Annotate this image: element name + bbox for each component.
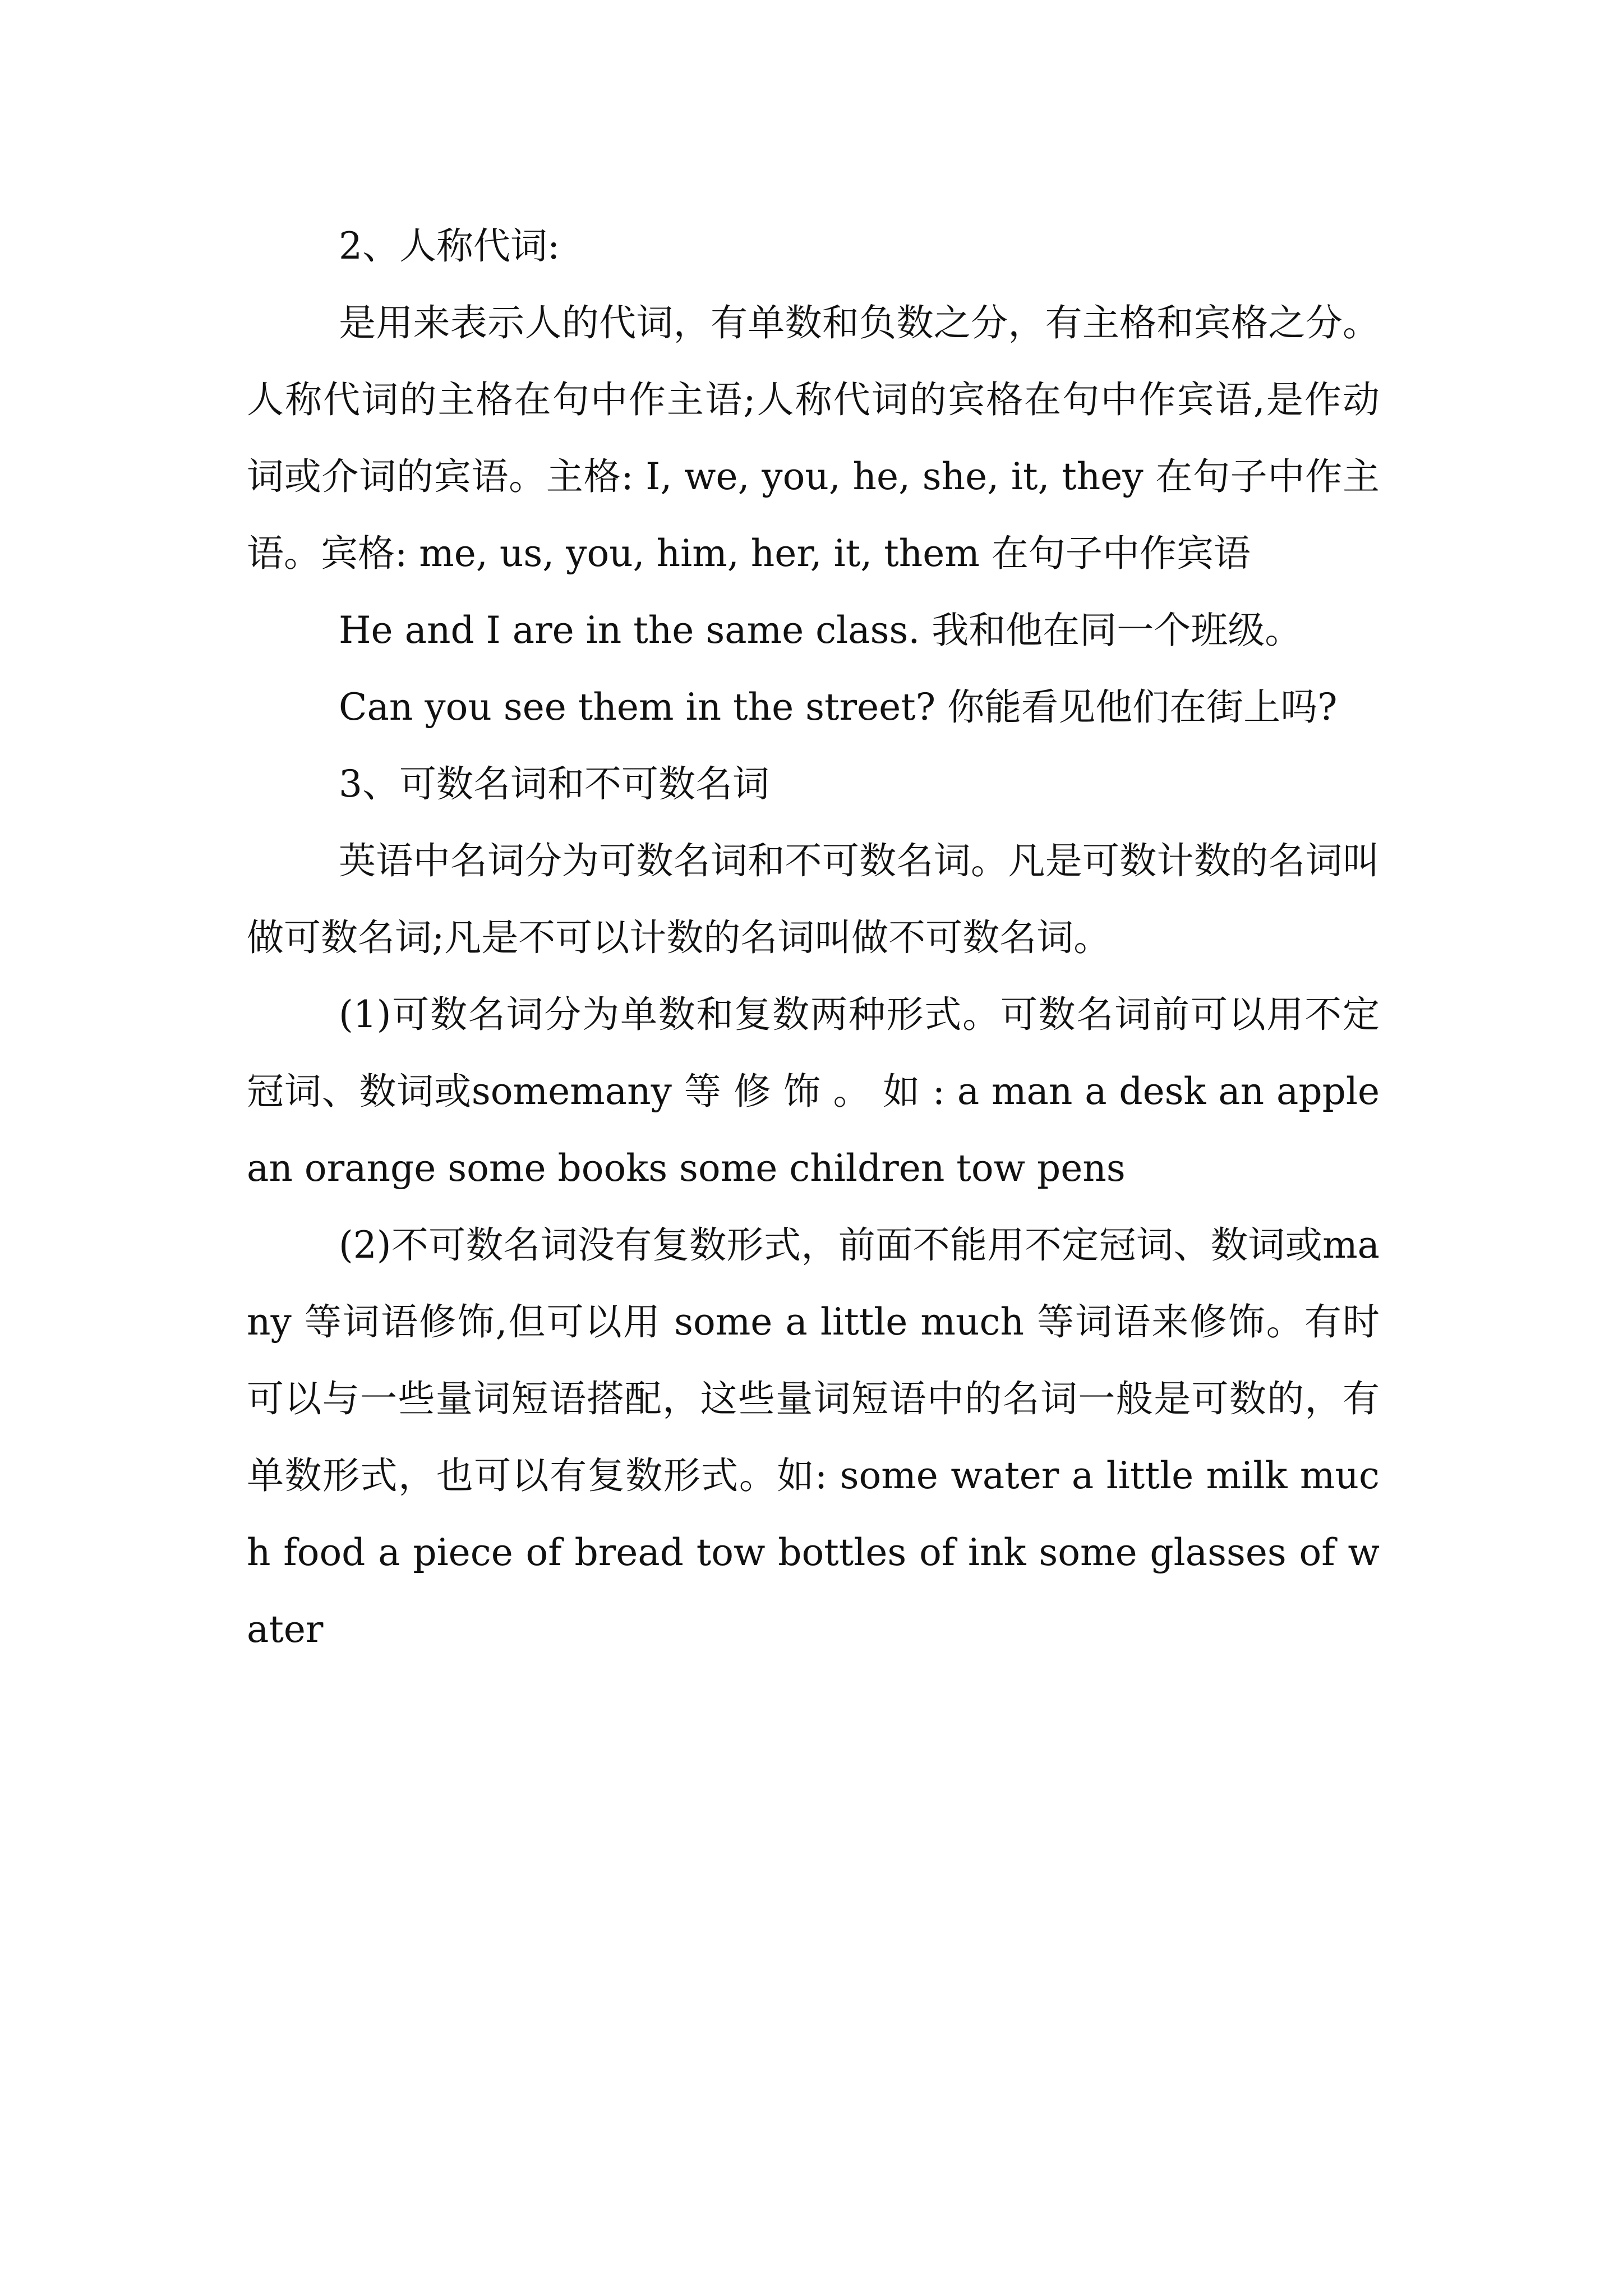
countable-noun-paragraph: (1)可数名词分为单数和复数两种形式。可数名词前可以用不定冠词、数词或somemany 等 修 饰 。 如 : a man a desk an apple an orange some books some children tow pens [247, 993, 1380, 1190]
section-3-heading: 3、可数名词和不可数名词 [339, 762, 769, 806]
personal-pronoun-example-1: He and I are in the same class. 我和他在同一个班级。 [339, 609, 1302, 652]
uncountable-noun-paragraph: (2)不可数名词没有复数形式，前面不能用不定冠词、数词或many 等词语修饰,但可以用 some a little much 等词语来修饰。有时可以与一些量词短语搭配，这些量词短语中的名词一般是可数的，有单数形式，也可以有复数形式。如: some water a little milk much food a piece of bread tow bottles of ink some glasses of water [247, 1223, 1380, 1651]
personal-pronoun-definition: 是用来表示人的代词，有单数和负数之分，有主格和宾格之分。人称代词的主格在句中作主语;人称代词的宾格在句中作宾语,是作动词或介词的宾语。主格: I, we, you, he, she, it, they 在句子中作主语。宾格: me, us, you, him, her, it, them 在句子中作宾语 [247, 301, 1380, 575]
document-body [247, 208, 1380, 1668]
section-2-heading: 2、人称代词: [339, 224, 560, 268]
noun-intro-paragraph: 英语中名词分为可数名词和不可数名词。凡是可数计数的名词叫做可数名词;凡是不可以计数的名词叫做不可数名词。 [247, 839, 1380, 959]
personal-pronoun-example-2: Can you see them in the street? 你能看见他们在街上吗? [339, 685, 1338, 729]
